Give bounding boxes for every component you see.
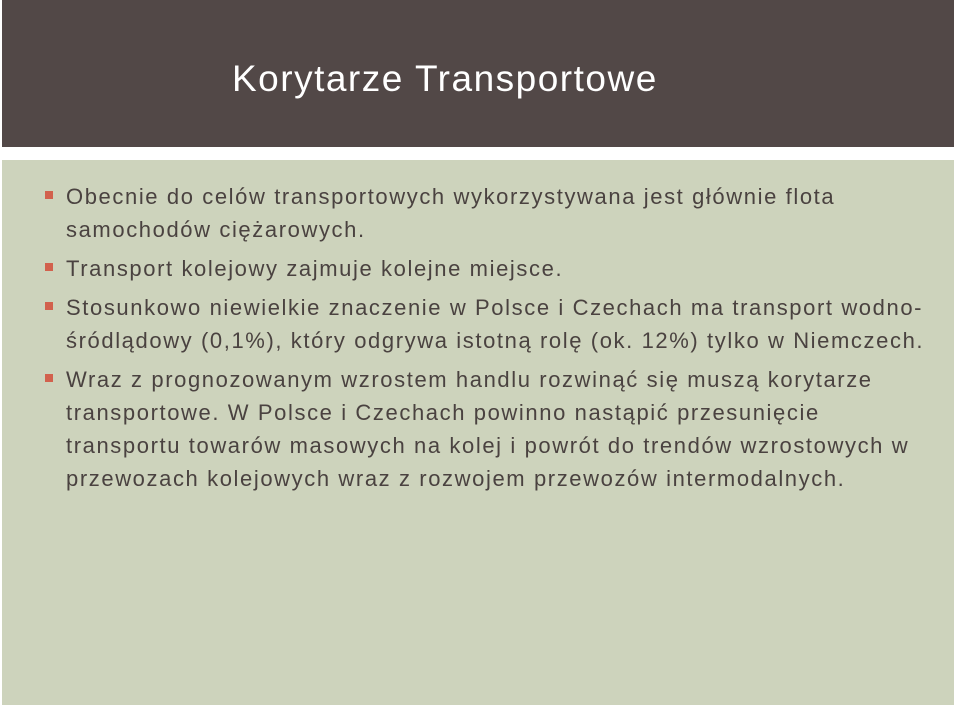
slide-title: Korytarze Transportowe [232, 58, 658, 99]
bullet-text: Wraz z prognozowanym wzrostem handlu rozwinąć się muszą korytarze transportowe. W Polsce i Czechach powinno nastąpić przesunięcie transportu towarów masowych na kolej i powrót do trendów wzrostowych w przewozach kolejowych wraz z rozwojem przewozów intermodalnych. [66, 367, 910, 491]
bullet-list [2, 180, 954, 501]
bullet-item [2, 180, 954, 246]
square-bullet-icon [45, 374, 53, 382]
bullet-text: Stosunkowo niewielkie znaczenie w Polsce i Czechach ma transport wodno-śródlądowy (0,1%), który odgrywa istotną rolę (ok. 12%) tylko w Niemczech. [66, 295, 925, 353]
square-bullet-icon [45, 263, 53, 271]
content-panel [2, 160, 954, 705]
bullet-item [2, 252, 954, 285]
bullet-item [2, 291, 954, 357]
bullet-text: Obecnie do celów transportowych wykorzystywana jest głównie flota samochodów ciężarowych. [66, 184, 836, 242]
bullet-item [2, 363, 954, 495]
square-bullet-icon [45, 302, 53, 310]
title-bar [2, 0, 954, 147]
bullet-text: Transport kolejowy zajmuje kolejne miejsce. [66, 256, 564, 281]
square-bullet-icon [45, 191, 53, 199]
